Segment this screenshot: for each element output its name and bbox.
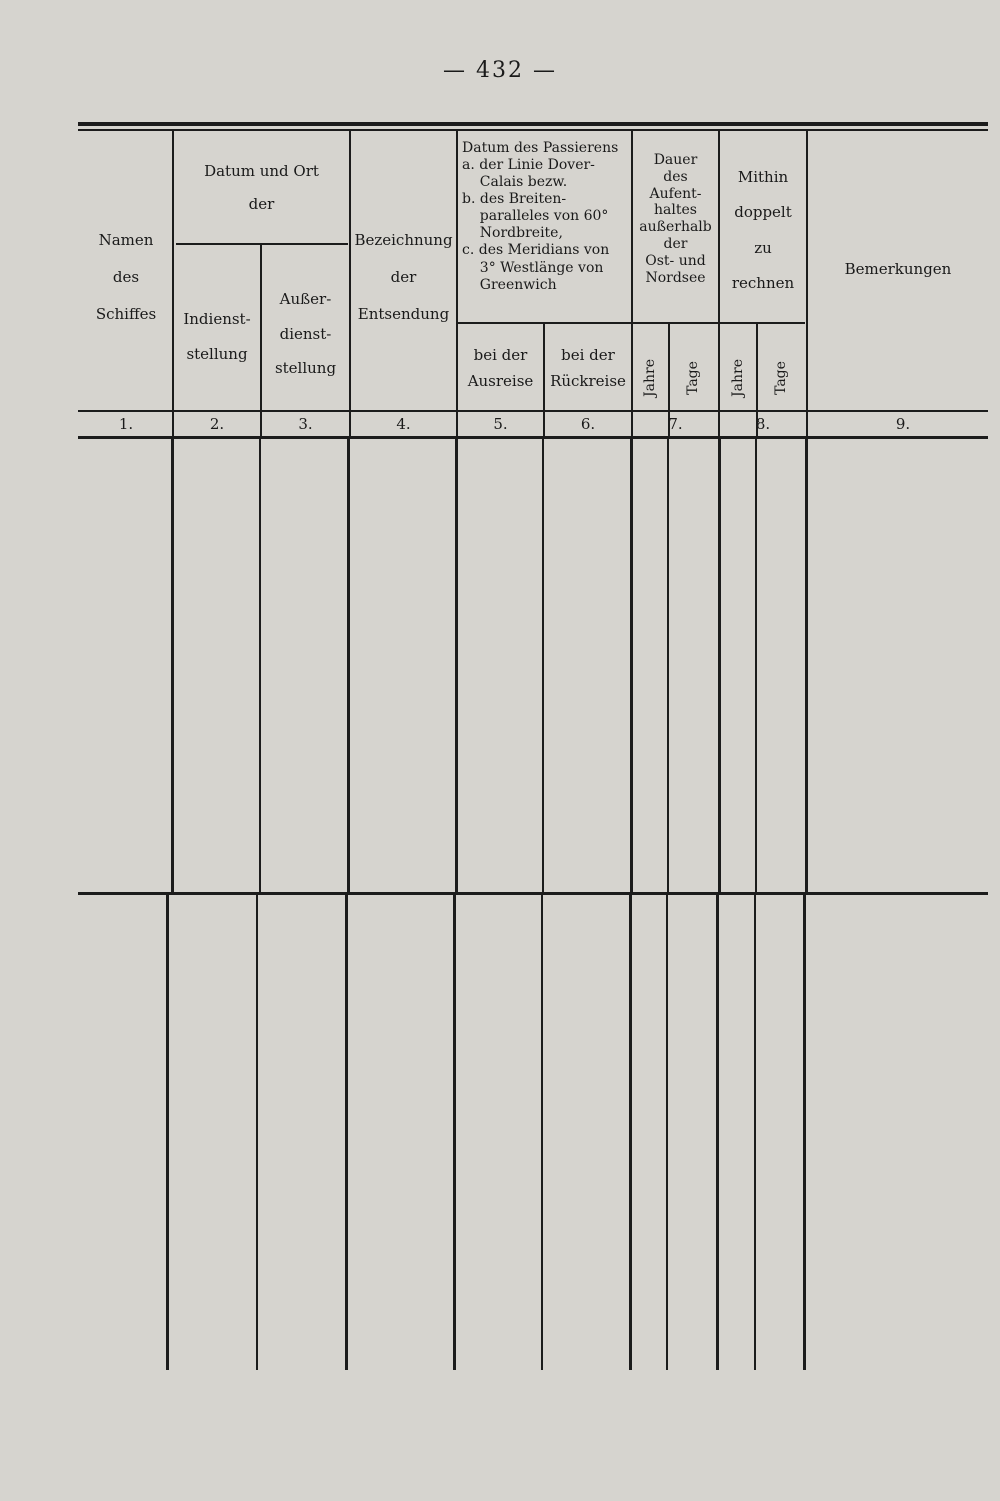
header-mithin-jahre: Jahre (730, 359, 746, 397)
body-vline-4 (455, 439, 458, 892)
header-namen-des-schiffes: Namen des Schiffes (95, 231, 157, 323)
lower-vline-1 (166, 895, 169, 1370)
column-number-9: 9. (895, 415, 911, 433)
column-number-1: 1. (118, 415, 134, 433)
header-mithin-tage: Tage (773, 361, 789, 395)
header-datum-und-ort: Datum und Ort der (204, 162, 319, 213)
page-number: — 432 — (443, 58, 557, 83)
header-vline-10 (806, 130, 808, 436)
header-bezeichnung-der-entsendung: Bezeichnung der Entsendung (354, 231, 453, 323)
header-dauer-jahre: Jahre (642, 359, 658, 397)
body-vline-1 (171, 439, 174, 892)
header-bei-der-ausreise: bei der Ausreise (467, 346, 534, 391)
column-number-6: 6. (580, 415, 596, 433)
header-dauer-tage: Tage (685, 361, 701, 395)
body-vline-7 (667, 439, 669, 892)
middle-rule (78, 892, 988, 895)
lower-vline-10 (803, 895, 806, 1370)
body-vline-3 (347, 439, 350, 892)
body-vline-10 (805, 439, 808, 892)
header-bei-der-rueckreise: bei der Rückreise (550, 346, 626, 391)
header-dauer-des-aufenthaltes: Dauer des Aufent- haltes außerhalb der Ost- und Nordsee (639, 152, 712, 286)
header-ausserdienststellung: Außer- dienst- stellung (274, 290, 337, 377)
header-indienststellung: Indienst- stellung (183, 310, 251, 363)
lower-vline-8 (716, 895, 719, 1370)
lower-vline-5 (541, 895, 543, 1370)
lower-vline-7 (666, 895, 668, 1370)
body-vline-9 (755, 439, 757, 892)
header-datum-des-passierens: Datum des Passierens a. der Linie Dover- Calais bezw. b. des Breiten- paralleles von 60° Nordbreite, c. des Meridians von 3° Westlänge von Greenwich (462, 140, 619, 293)
lower-vline-6 (629, 895, 632, 1370)
group-rule-mithin (720, 322, 805, 324)
column-number-8: 8. (755, 415, 771, 433)
body-vline-5 (542, 439, 544, 892)
body-vline-2 (259, 439, 261, 892)
lower-vline-2 (256, 895, 258, 1370)
numbers-rule-top (78, 410, 988, 412)
column-number-3: 3. (298, 415, 313, 433)
column-number-5: 5. (493, 415, 508, 433)
header-mithin-doppelt-zu-rechnen: Mithin doppelt zu rechnen (731, 168, 795, 292)
top-rule-thick (78, 122, 988, 126)
column-number-7: 7. (668, 415, 683, 433)
column-number-4: 4. (396, 415, 411, 433)
top-rule-thin (78, 129, 988, 131)
numbers-rule-bottom (78, 436, 988, 439)
lower-vline-3 (345, 895, 348, 1370)
lower-vline-9 (754, 895, 756, 1370)
body-vline-8 (718, 439, 721, 892)
group-rule-datum-ort (176, 243, 348, 245)
body-vline-6 (630, 439, 633, 892)
group-rule-dauer (632, 322, 718, 324)
lower-vline-4 (453, 895, 456, 1370)
header-bemerkungen: Bemerkungen (844, 260, 952, 278)
column-number-2: 2. (209, 415, 225, 433)
